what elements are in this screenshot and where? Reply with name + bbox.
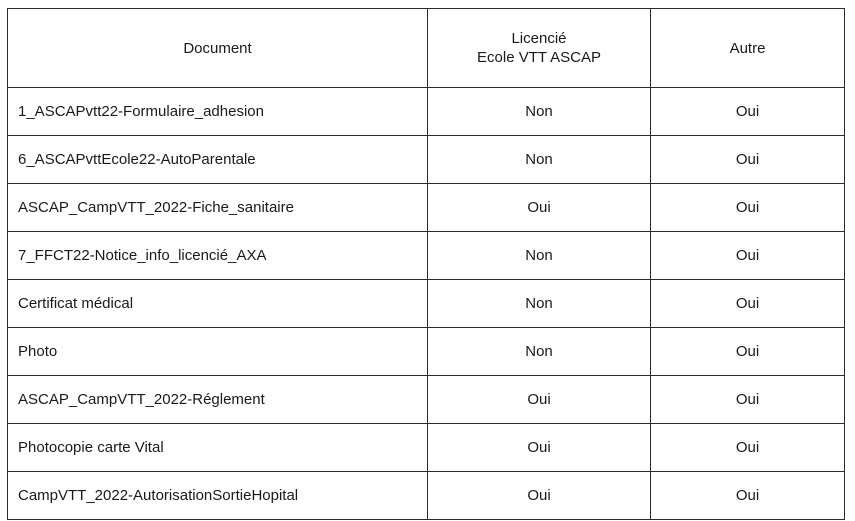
- header-document: Document: [8, 9, 428, 88]
- cell-licencie: Non: [428, 136, 651, 184]
- cell-document: ASCAP_CampVTT_2022-Réglement: [8, 376, 428, 424]
- cell-licencie: Non: [428, 280, 651, 328]
- cell-autre: Oui: [651, 88, 845, 136]
- cell-autre: Oui: [651, 328, 845, 376]
- cell-licencie: Non: [428, 328, 651, 376]
- cell-document: 1_ASCAPvtt22-Formulaire_adhesion: [8, 88, 428, 136]
- header-licencie-line2: Ecole VTT ASCAP: [477, 49, 601, 66]
- cell-autre: Oui: [651, 136, 845, 184]
- documents-table: [7, 8, 845, 520]
- table-row: [8, 136, 845, 184]
- header-autre: Autre: [651, 9, 845, 88]
- table-row: [8, 376, 845, 424]
- cell-document: Certificat médical: [8, 280, 428, 328]
- cell-licencie: Oui: [428, 376, 651, 424]
- cell-document: ASCAP_CampVTT_2022-Fiche_sanitaire: [8, 184, 428, 232]
- cell-document: CampVTT_2022-AutorisationSortieHopital: [8, 472, 428, 520]
- cell-document: 7_FFCT22-Notice_info_licencié_AXA: [8, 232, 428, 280]
- cell-document: 6_ASCAPvttEcole22-AutoParentale: [8, 136, 428, 184]
- cell-licencie: Non: [428, 232, 651, 280]
- cell-autre: Oui: [651, 376, 845, 424]
- table-row: [8, 280, 845, 328]
- cell-autre: Oui: [651, 280, 845, 328]
- cell-autre: Oui: [651, 184, 845, 232]
- table-header-row: [8, 9, 845, 88]
- cell-licencie: Oui: [428, 184, 651, 232]
- header-licencie-line1: Licencié: [511, 30, 567, 47]
- cell-autre: Oui: [651, 472, 845, 520]
- table-row: [8, 184, 845, 232]
- table-row: [8, 232, 845, 280]
- documents-table-container: [7, 8, 845, 520]
- cell-licencie: Oui: [428, 472, 651, 520]
- table-row: [8, 472, 845, 520]
- cell-licencie: Oui: [428, 424, 651, 472]
- header-licencie: [428, 9, 651, 88]
- table-row: [8, 88, 845, 136]
- table-row: [8, 424, 845, 472]
- cell-document: Photo: [8, 328, 428, 376]
- table-row: [8, 328, 845, 376]
- cell-autre: Oui: [651, 424, 845, 472]
- cell-licencie: Non: [428, 88, 651, 136]
- cell-document: Photocopie carte Vital: [8, 424, 428, 472]
- cell-autre: Oui: [651, 232, 845, 280]
